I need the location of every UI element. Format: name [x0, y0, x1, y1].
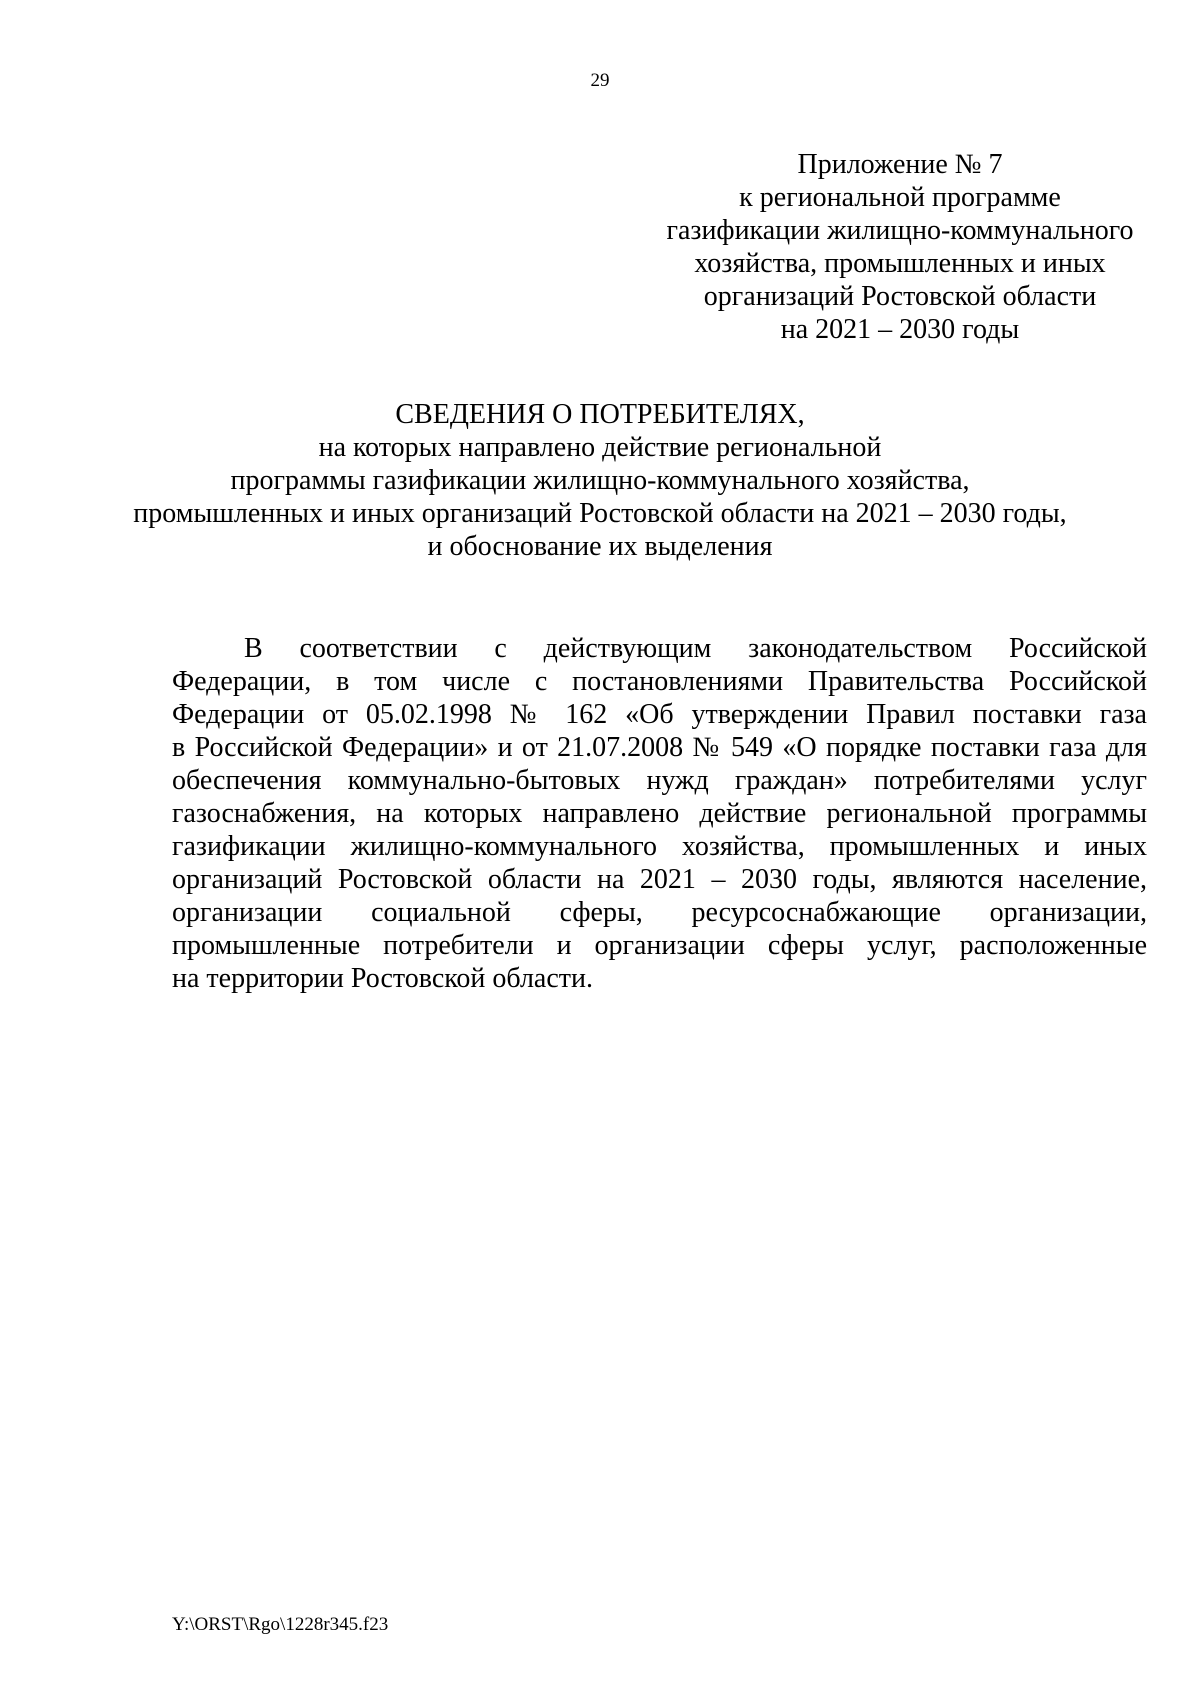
appendix-line: организаций Ростовской области [703, 281, 1097, 312]
body-line: газификации жилищно-коммунального хозяйства, промышленных и иных [172, 831, 1147, 862]
body-line: промышленные потребители и организации сферы услуг, расположенные [172, 930, 1147, 961]
body-line: Федерации, в том числе с постановлениями Правительства Российской [172, 666, 1147, 697]
appendix-line: газификации жилищно-коммунального [666, 215, 1134, 246]
appendix-line: на 2021 – 2030 годы [780, 314, 1020, 345]
body-line: В соответствии с действующим законодательством Российской [244, 633, 1147, 664]
body-line: Федерации от 05.02.1998 № 162 «Об утверждении Правил поставки газа [172, 699, 1147, 730]
appendix-line: к региональной программе [739, 182, 1061, 213]
title-line: промышленных и иных организаций Ростовской области на 2021 – 2030 годы, [133, 498, 1067, 529]
document-title [120, 398, 1080, 563]
appendix-header [640, 148, 1160, 346]
title-line: на которых направлено действие региональной [318, 432, 882, 463]
title-heading: СВЕДЕНИЯ О ПОТРЕБИТЕЛЯХ, [395, 399, 805, 430]
page-number: 29 [590, 70, 610, 91]
body-line: организаций Ростовской области на 2021 – 2030 годы, являются население, [172, 864, 1147, 895]
appendix-line: хозяйства, промышленных и иных [694, 248, 1106, 279]
body-line: на территории Ростовской области. [172, 963, 594, 994]
footer-file-path: Y:\ORST\Rgo\1228r345.f23 [172, 1614, 389, 1635]
body-line: в Российской Федерации» и от 21.07.2008 № 549 «О порядке поставки газа для [172, 732, 1147, 763]
appendix-line: Приложение № 7 [797, 149, 1003, 180]
title-line: программы газификации жилищно-коммунального хозяйства, [230, 465, 970, 496]
body-paragraph [172, 632, 1147, 995]
body-line: обеспечения коммунально-бытовых нужд граждан» потребителями услуг [172, 765, 1147, 796]
body-line: организации социальной сферы, ресурсоснабжающие организации, [172, 897, 1147, 928]
title-line: и обоснование их выделения [427, 531, 773, 562]
body-line: газоснабжения, на которых направлено действие региональной программы [172, 798, 1147, 829]
